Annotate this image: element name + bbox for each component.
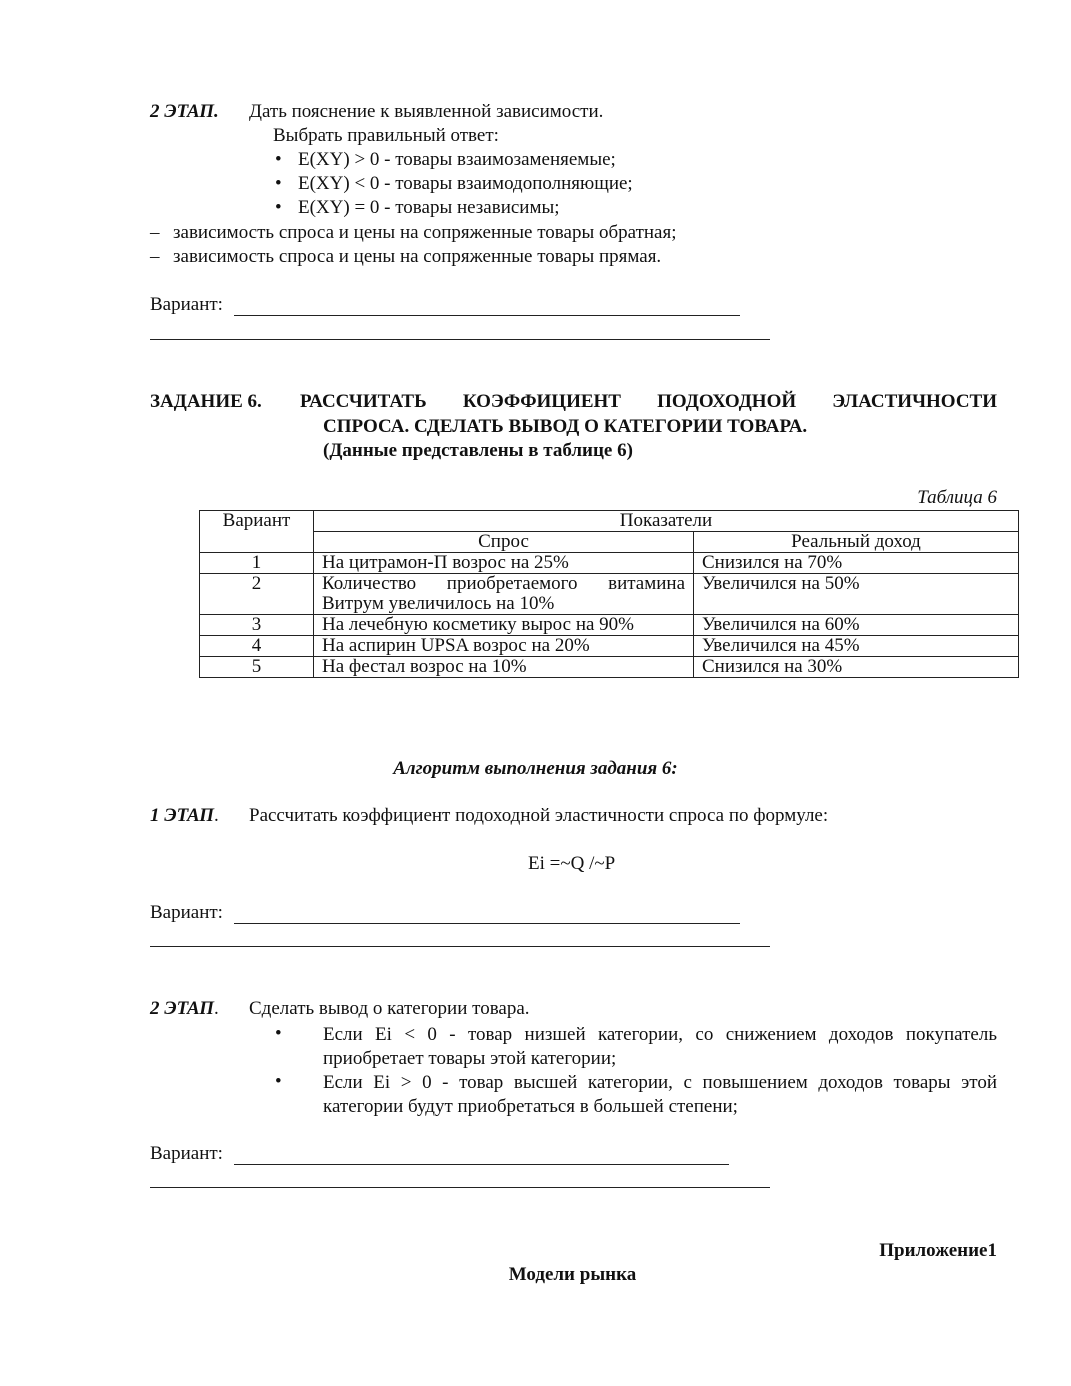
stage2-text: Дать пояснение к выявленной зависимости. [249, 101, 604, 122]
cell-income: Снизился на 70% [694, 553, 1019, 574]
table-6 [199, 510, 1019, 678]
stage1-text: Рассчитать коэффициент подоходной эластичности спроса по формуле: [249, 805, 829, 826]
stage2-text: Сделать вывод о категории товара. [249, 998, 530, 1019]
dash-icon: – [150, 222, 160, 243]
task6-title-line2: СПРОСА. СДЕЛАТЬ ВЫВОД О КАТЕГОРИИ ТОВАРА. [323, 416, 808, 437]
bullet-icon: • [275, 173, 282, 194]
table-row [200, 657, 1019, 678]
cell-variant: 2 [200, 574, 314, 615]
table-row [200, 615, 1019, 636]
stage2-label: 2 ЭТАП. [150, 998, 219, 1019]
answer-line[interactable] [150, 1187, 770, 1188]
bullet-item: E(XY) > 0 - товары взаимозаменяемые; [298, 149, 616, 170]
table-row [200, 574, 1019, 615]
bullet-icon: • [275, 197, 282, 218]
bullet-icon: • [275, 149, 282, 170]
bullet-icon: • [275, 1071, 282, 1092]
bullet-item: E(XY) < 0 - товары взаимодополняющие; [298, 173, 633, 194]
answer-line[interactable] [234, 315, 740, 316]
cell-income: Увеличился на 60% [694, 615, 1019, 636]
stage1-label: 1 ЭТАП. [150, 805, 219, 826]
bullet-item: E(XY) = 0 - товары независимы; [298, 197, 560, 218]
answer-line[interactable] [234, 923, 740, 924]
table-row [200, 636, 1019, 657]
table-row [200, 553, 1019, 574]
variant-label: Вариант: [150, 294, 223, 315]
variant-label: Вариант: [150, 902, 223, 923]
algorithm-title: Алгоритм выполнения задания 6: [393, 758, 678, 779]
cell-variant: 3 [200, 615, 314, 636]
header-variant: Вариант [200, 511, 314, 553]
answer-line[interactable] [234, 1164, 729, 1165]
header-income: Реальный доход [694, 532, 1019, 553]
dash-icon: – [150, 246, 160, 267]
bullet-item: Если Ei > 0 - товар высшей категории, с повышением доходов товары этой категории будут приобретаться в большей степени; [323, 1072, 997, 1117]
dash-item: зависимость спроса и цены на сопряженные товары прямая. [173, 246, 662, 267]
cell-variant: 4 [200, 636, 314, 657]
bullet-item: Если Ei < 0 - товар низшей категории, со снижением доходов покупатель приобретает товары этой категории; [323, 1024, 997, 1069]
formula: Ei =~Q /~P [528, 853, 616, 874]
cell-income: Увеличился на 50% [694, 574, 1019, 615]
stage2-label: 2 ЭТАП. [150, 101, 219, 122]
cell-demand: На аспирин UPSA возрос на 20% [314, 636, 694, 657]
cell-income: Снизился на 30% [694, 657, 1019, 678]
cell-demand: Количество приобретаемого витамина Витрум увеличилось на 10% [314, 574, 694, 615]
task6-note: (Данные представлены в таблице 6) [323, 440, 633, 461]
cell-income: Увеличился на 45% [694, 636, 1019, 657]
dash-item: зависимость спроса и цены на сопряженные товары обратная; [173, 222, 677, 243]
appendix-label: Приложение1 [879, 1240, 997, 1261]
cell-variant: 1 [200, 553, 314, 574]
cell-demand: На цитрамон-П возрос на 25% [314, 553, 694, 574]
variant-label: Вариант: [150, 1143, 223, 1164]
appendix-title: Модели рынка [508, 1264, 637, 1285]
bullet-icon: • [275, 1023, 282, 1044]
cell-variant: 5 [200, 657, 314, 678]
cell-demand: На фестал возрос на 10% [314, 657, 694, 678]
header-demand: Спрос [314, 532, 694, 553]
header-indicators: Показатели [314, 511, 1019, 532]
answer-line[interactable] [150, 339, 770, 340]
task6-title-line1: РАССЧИТАТЬ КОЭФФИЦИЕНТ ПОДОХОДНОЙ ЭЛАСТИЧНОСТИ [300, 391, 997, 412]
table-caption: Таблица 6 [917, 487, 997, 508]
answer-line[interactable] [150, 946, 770, 947]
cell-demand: На лечебную косметику вырос на 90% [314, 615, 694, 636]
task6-label: ЗАДАНИЕ 6. [150, 391, 262, 412]
choose-answer-text: Выбрать правильный ответ: [273, 125, 499, 146]
